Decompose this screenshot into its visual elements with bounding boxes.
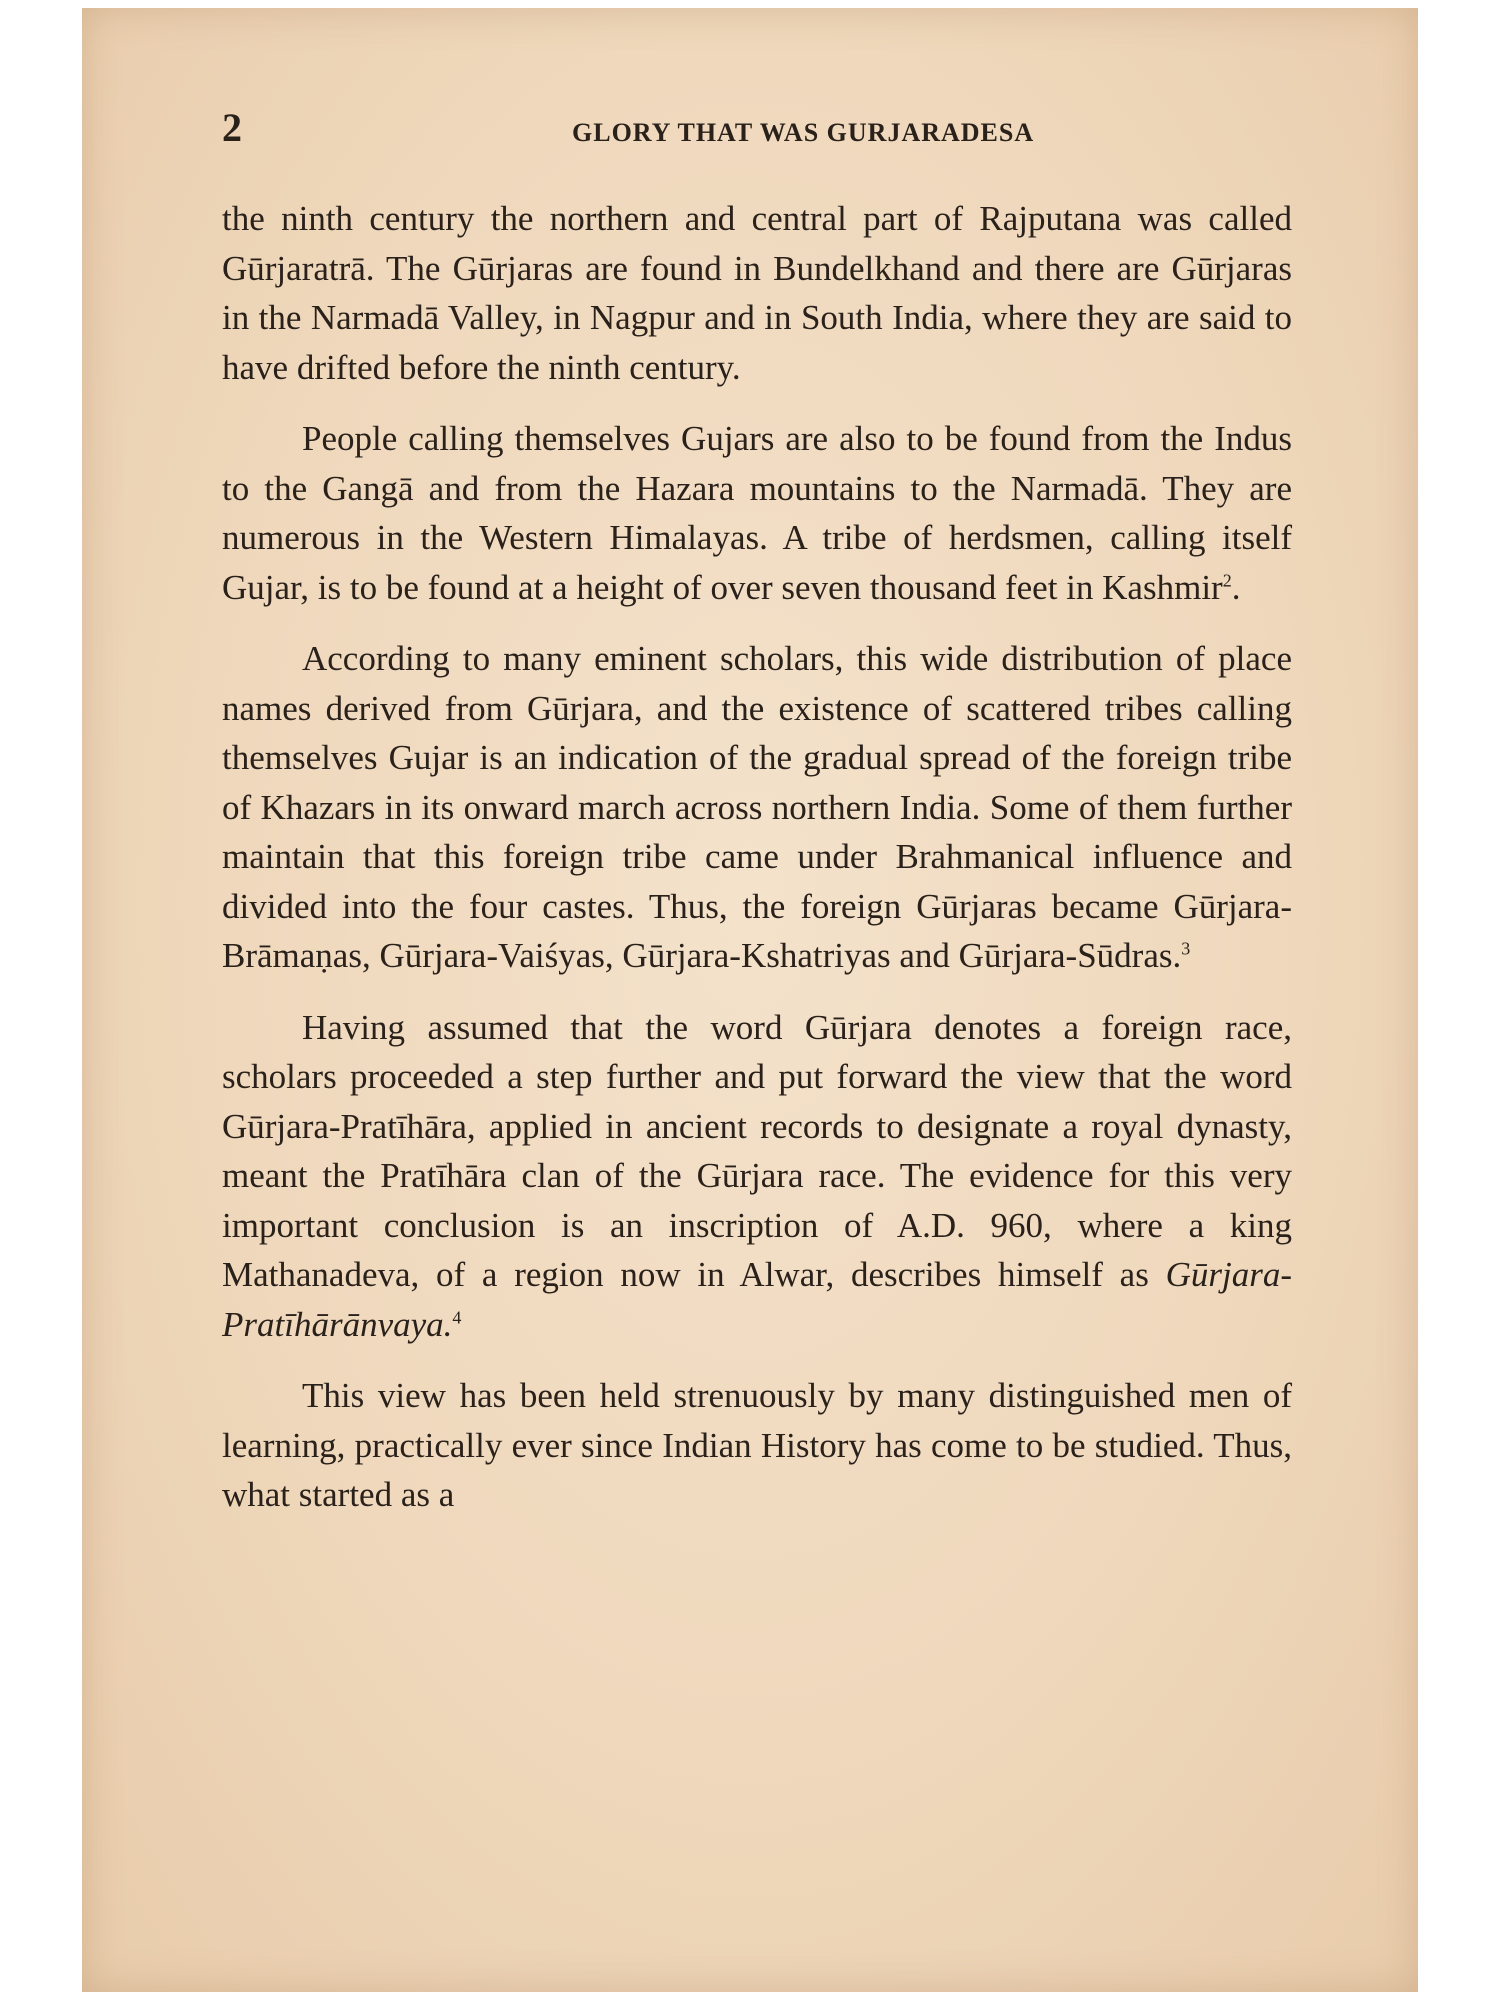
paragraph: This view has been held strenuously by many distinguished men of learning, practically ever since Indian History has come to be studied. Thus, what started as a [222,1376,1292,1514]
running-title: GLORY THAT WAS GURJARADESA [572,118,1035,147]
italic-term: Gūrjara-Pratīhārānvaya. [222,1255,1292,1344]
paragraph: People calling themselves Gujars are also to be found from the Indus to the Gangā and from the Hazara mountains to the Narmadā. They are numerous in the Western Himalayas. A tribe of herdsmen, calling itself Gujar, is to be found at a height of over seven thousand feet in Kashmir$^2$. [222,419,1292,607]
footnote-marker: 4 [452,1306,462,1327]
body-text [222,194,1292,1542]
book-page [82,8,1418,1992]
footnote-marker: 3 [1181,938,1191,959]
page-header [222,104,1302,164]
paragraph: the ninth century the northern and central part of Rajputana was called Gūrjaratrā. The Gūrjaras are found in Bundelkhand and there are Gūrjaras in the Narmadā Valley, in Nagpur and in South India, where they are said to have drifted before the ninth century. [222,199,1292,387]
paragraph: Having assumed that the word Gūrjara denotes a foreign race, scholars proceeded a step further and put forward the view that the word Gūrjara-Pratīhāra, applied in ancient records to designate a royal dynasty, meant the Pratīhāra clan of the Gūrjara race. The evidence for this very important conclusion is an inscription of A.D. 960, where a king Mathanadeva, of a region now in Alwar, describes himself as Gūrjara-Pratīhārānvaya.$^4$ [222,1007,1292,1344]
footnote-marker: 2 [1222,569,1232,590]
paragraph: According to many eminent scholars, this wide distribution of place names derived from Gūrjara, and the existence of scattered tribes calling themselves Gujar is an indication of the gradual spread of the foreign tribe of Khazars in its onward march across northern India. Some of them further maintain that this foreign tribe came under Brahmanical influence and divided into the four castes. Thus, the foreign Gūrjaras became Gūrjara-Brāmaṇas, Gūrjara-Vaiśyas, Gūrjara-Kshatriyas and Gūrjara-Sūdras.$^3$ [222,639,1292,975]
page-number: 2 [222,105,242,150]
